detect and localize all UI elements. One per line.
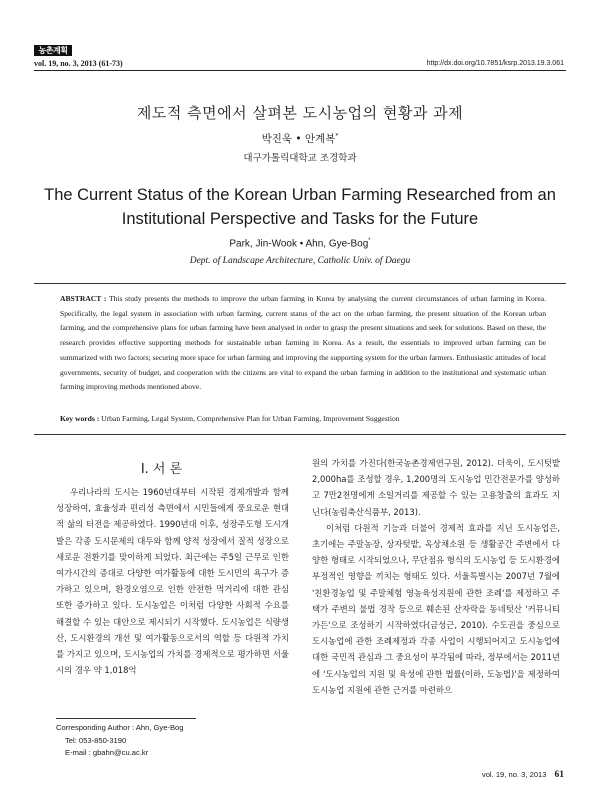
footnote bbox=[56, 722, 183, 760]
author-email[interactable]: E-mail : gbahn@cu.ac.kr bbox=[65, 748, 149, 757]
keywords-label: Key words : bbox=[60, 414, 100, 423]
authors-korean: 박진욱 • 안계복* bbox=[261, 132, 339, 145]
authors-english: Park, Jin-Wook • Ahn, Gye-Bog* bbox=[229, 238, 371, 250]
header-rule bbox=[34, 70, 566, 71]
doi-link[interactable]: http://dx.doi.org/10.7851/ksrp.2013.19.3.061 bbox=[426, 60, 564, 67]
paragraph: 이처럼 다원적 기능과 더불어 경제적 효과를 지닌 도시농업은, 초기에는 주말농장, 상자텃밭, 옥상채소원 등 생활공간 주변에서 다양한 형태로 시작되었으나, 무단점유 형식의 도시농업 등 도시환경에 부정적인 영향을 끼치는 형태도 있다. 서울특별시는 2007년 7월에 '친환경농업 및 주말체험 영농육성지원에 관한 조례'를 제정하고 주택가 주변의 불법 경작 등으로 훼손된 산자락을 동네텃산 '커뮤니티 가든'으로 조성하기 시작하였다(금성근, 2010). 수도권을 중심으로 도시농업에 관한 조례제정과 각종 사업이 시행되어지고 도시농업에 대한 국민적 관심과 그 중요성이 부각됨에 따라, 정부에서는 2011년에 '도시농업의 지원 및 육성에 관한 법률(이하, 도농법)'을 제정하여 도시농업 지원에 관한 근거를 마련하으 bbox=[312, 522, 560, 695]
journal-volume: vol. 19, no. 3, 2013 (61-73) bbox=[34, 59, 123, 68]
corresponding-author: Corresponding Author : Ahn, Gye-Bog bbox=[56, 723, 184, 732]
abstract-rule-bottom bbox=[34, 434, 566, 435]
footnote-rule bbox=[56, 718, 196, 719]
affiliation-english: Dept. of Landscape Architecture, Catholic Univ. of Daegu bbox=[189, 256, 411, 266]
paragraph: 원의 가치를 가진다(한국농촌경제연구원, 2012). 더욱이, 도시텃밭 2,000ha를 조성할 경우, 1,200명의 도시농업 민간전문가를 양성하고 7만2천명에게 소일거리를 제공할 수 있는 고용창출의 효과도 지닌다(농림축산식품부, 2013). bbox=[312, 458, 560, 517]
journal-logo: 농촌계획 bbox=[34, 45, 72, 56]
title-korean: 제도적 측면에서 살펴본 도시농업의 현황과 과제 bbox=[136, 104, 464, 122]
abstract-text: This study presents the methods to improve the urban farming in Korea by analysing the current circumstances of urban farming in Korea. Specifically, the legal system in association with urban farming, current status of the act on the urban farming, the present situation of the Korean urban farming, and the comprehensive plans for urban farming have been analysed in order to grasp the present situations and seek for solutions. Based on these, the research provides effective supporting methods for sustainable urban farming in Korea. As a result, the essentials to improved urban farming can be summarized with two factors; securing more space for urban farming and improving the supporting system for the urban farmers. Enthusiastic attitudes of local governments, security of budget, and cooperation with the citizens are vital to expand the urban farming in addition to the institutional and systematic urban farming improving methods mentioned above. bbox=[60, 294, 546, 392]
left-column bbox=[56, 484, 289, 678]
abstract-label: ABSTRACT : bbox=[60, 294, 107, 303]
author-tel: Tel: 053-850-3190 bbox=[65, 735, 127, 745]
affiliation-korean: 대구가톨릭대학교 조경학과 bbox=[243, 153, 357, 164]
footer-issue: vol. 19, no. 3, 2013 bbox=[481, 770, 547, 779]
page-number: 61 bbox=[554, 770, 564, 780]
right-column bbox=[312, 455, 560, 698]
keywords-text: Urban Farming, Legal System, Comprehensive Plan for Urban Farming, Improvement Suggestion bbox=[101, 414, 400, 423]
keywords bbox=[60, 413, 546, 425]
abstract bbox=[60, 292, 546, 395]
section-heading: Ⅰ. 서 론 bbox=[140, 462, 183, 477]
abstract-rule-top bbox=[34, 283, 566, 284]
title-english: The Current Status of the Korean Urban Farming Researched from an Institutional Perspective and Tasks for the Future bbox=[44, 186, 556, 228]
paragraph: 우리나라의 도시는 1960년대부터 시작된 경제개발과 함께 성장하여, 효율성과 편리성 측면에서 시민들에게 풍요로운 현대적 삶의 터전을 제공하였다. 1990년대 이후, 성장주도형 도시개발은 각종 도시문제의 대두와 함께 양적 성장에서 질적 성장으로 새로운 전환기를 맞이하게 되었다. 최근에는 주5일 근무로 인한 여가시간의 증대로 다양한 여가활동에 대한 도시민의 욕구가 증가하고 있으며, 환경오염으로 인한 안전한 먹거리에 대한 관심 또한 증가하고 있다. 도시농업은 이처럼 다양한 사회적 수요를 해결할 수 있는 대안으로 제시되기 시작했다. 도시농업은 식량생산, 도시환경의 개선 및 여가활동으로서의 역할 등 다원적 가치를 가지고 있으며, 도시농업의 가치를 경제적으로 평가하면 서울시의 경우 약 1,018억 bbox=[56, 487, 289, 676]
page-footer bbox=[482, 770, 564, 780]
